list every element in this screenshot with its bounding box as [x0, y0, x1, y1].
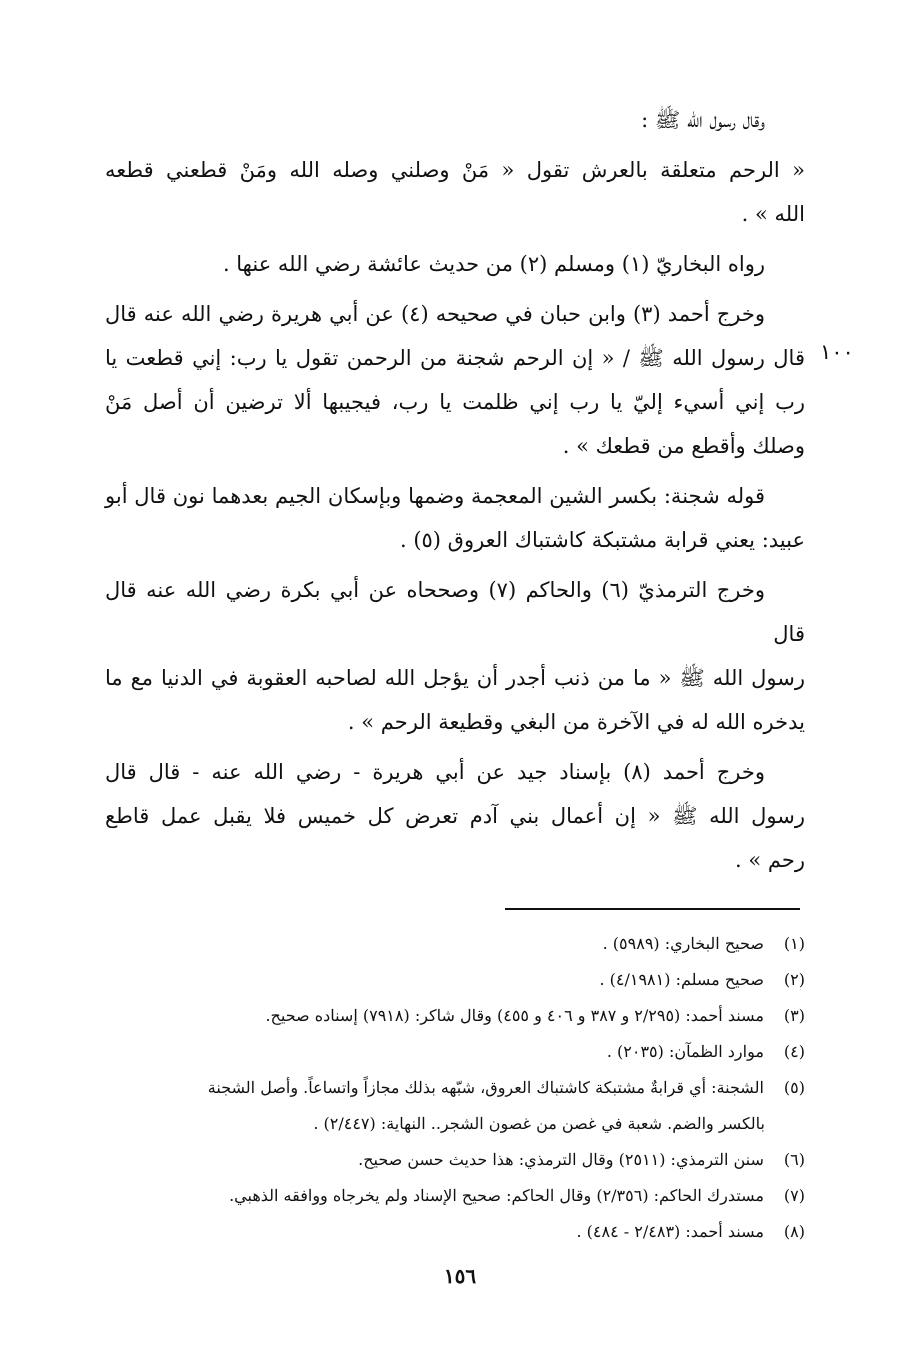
footnote: [95, 998, 805, 1034]
text-line: وقال رسول الله ﷺ :: [641, 108, 765, 132]
text-line: رحم » .: [735, 848, 805, 872]
footnote-number: (٧): [783, 1186, 805, 1205]
footnote-text: مسند أحمد: (٢/٤٨٣ - ٤٨٤) .: [576, 1222, 764, 1241]
main-text: [105, 98, 805, 888]
text-line: عبيد: يعني قرابة مشتبكة كاشتباك العروق (٥) .: [399, 528, 805, 552]
text-line: « الرحم متعلقة بالعرش تقول « مَنْ وصلني وصله الله ومَنْ قطعني قطعه: [105, 158, 805, 182]
footnote-text: سنن الترمذي: (٢٥١١) وقال الترمذي: هذا حديث حسن صحيح.: [358, 1150, 764, 1169]
footnote-number: (٤): [783, 1042, 805, 1061]
paragraph: [105, 242, 805, 286]
footnote-text: الشجنة: أي قرابةٌ مشتبكة كاشتباك العروق، شبّهه بذلك مجازاً واتساعاً. وأصل الشجنة: [207, 1078, 764, 1097]
footnote-number: (٨): [783, 1222, 805, 1241]
text-line: رواه البخاريّ (١) ومسلم (٢) من حديث عائشة رضي الله عنها .: [222, 252, 765, 276]
text-line: وخرج الترمذيّ (٦) والحاكم (٧) وصححاه عن أبي بكرة رضي الله عنه قال قال: [105, 578, 805, 646]
footnote-number: (٢): [783, 970, 805, 989]
footnote: [95, 1034, 805, 1070]
paragraph: [105, 474, 805, 562]
footnote-number: (٦): [783, 1150, 805, 1169]
footnotes: [95, 926, 805, 1250]
paragraph: [105, 98, 805, 142]
text-line: الله » .: [741, 202, 805, 226]
paragraph: [105, 568, 805, 744]
page-number: ١٥٦: [443, 1264, 477, 1288]
footnote-text: صحيح البخاري: (٥٩٨٩) .: [602, 934, 764, 953]
footnote-text: مستدرك الحاكم: (٢/٣٥٦) وقال الحاكم: صحيح الإسناد ولم يخرجاه ووافقه الذهبي.: [229, 1186, 764, 1205]
text-line: وخرج أحمد (٣) وابن حبان في صحيحه (٤) عن أبي هريرة رضي الله عنه قال: [105, 302, 765, 326]
footnote-divider: [505, 908, 800, 910]
footnote: [95, 1214, 805, 1250]
text-line: رب إني أسيء إليّ يا رب إني ظلمت يا رب، فيجيبها ألا ترضين أن أصل مَنْ: [105, 390, 805, 414]
paragraph: [105, 292, 805, 468]
footnote-text: مسند أحمد: (٢/٢٩٥ و ٣٨٧ و ٤٠٦ و ٤٥٥) وقال شاكر: (٧٩١٨) إسناده صحيح.: [265, 1006, 764, 1025]
paragraph: [105, 148, 805, 236]
text-line: رسول الله ﷺ « ما من ذنب أجدر أن يؤجل الله لصاحبه العقوبة في الدنيا مع ما: [105, 666, 805, 690]
text-line: وخرج أحمد (٨) بإسناد جيد عن أبي هريرة - رضي الله عنه - قال قال: [105, 760, 765, 784]
footnote: [95, 962, 805, 998]
footnote-continuation: [95, 1106, 805, 1142]
footnote-number: (٣): [783, 1006, 805, 1025]
text-line: قوله شجنة: بكسر الشين المعجمة وضمها وبإسكان الجيم بعدهما نون قال أبو: [105, 484, 765, 508]
footnote: [95, 1142, 805, 1178]
footnote: [95, 926, 805, 962]
footnote-number: (١): [783, 934, 805, 953]
paragraph: [105, 750, 805, 882]
text-line: رسول الله ﷺ « إن أعمال بني آدم تعرض كل خميس فلا يقبل عمل قاطع: [105, 804, 805, 828]
footnote-number: (٥): [783, 1078, 805, 1097]
text-line: وصلك وأقطع من قطعك » .: [562, 434, 805, 458]
footnote: [95, 1070, 805, 1106]
footnote-text: موارد الظمآن: (٢٠٣٥) .: [606, 1042, 764, 1061]
text-line: يدخره الله له في الآخرة من البغي وقطيعة الرحم » .: [347, 710, 805, 734]
footnote-text: بالكسر والضم. شعبة في غصن من غصون الشجر.. النهاية: (٢/٤٤٧) .: [313, 1114, 765, 1133]
footnote: [95, 1178, 805, 1214]
footnote-text: صحيح مسلم: (٤/١٩٨١) .: [599, 970, 764, 989]
margin-number: ١٠٠: [820, 340, 854, 364]
text-line: قال رسول الله ﷺ / « إن الرحم شجنة من الرحمن تقول يا رب: إني قطعت يا: [105, 346, 805, 370]
